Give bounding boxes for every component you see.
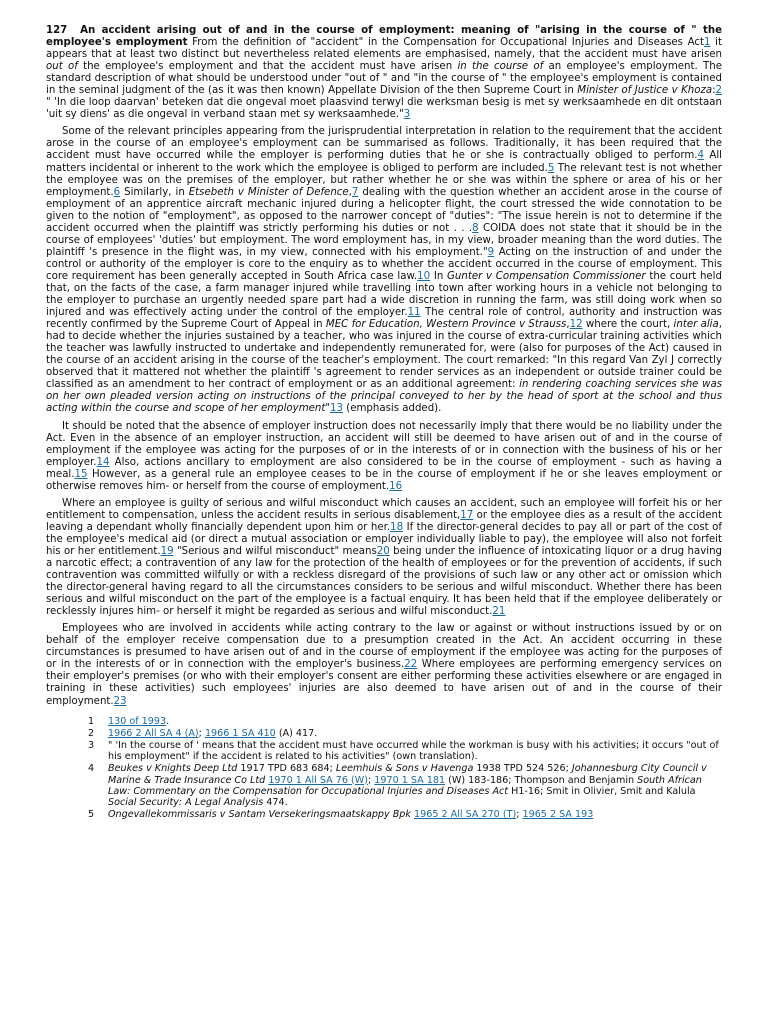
footnote-link[interactable]: 17 xyxy=(460,509,474,521)
italic-text: Social Security: A Legal Analysis xyxy=(108,797,264,808)
footnote-link[interactable]: 2 xyxy=(715,85,723,97)
footnote-link[interactable]: 7 xyxy=(351,186,359,198)
paragraph xyxy=(46,421,722,493)
italic-text: Leemhuis & Sons v Havenga xyxy=(335,763,474,775)
text-run: From the definition of "accident" in the Compensation for Occupational Injuries and Diseases Act xyxy=(187,37,705,49)
italic-text: Ongevallekommissaris v Santam Versekeringsmaatskappy Bpk xyxy=(108,809,411,821)
footnote-number: 3 xyxy=(88,739,95,751)
italic-text: Minister of Justice v Khoza xyxy=(577,85,713,97)
text-run: dealing with the question whether an accident arose in the course of employment of an apprentice aircraft mechanic injured during a helicopter flight, the court stressed the wide connotation to be given to the notion of "employment", as opposed to the narrower concept of "duties": "The issue herein is not to determine if the accident occurred when the plaintiff was strictly performing his duties or not . . . xyxy=(46,186,722,234)
text-run: Where employees are performing emergency services on their employer's premises (or who with their employer's consent are either performing these activities elsewhere or are engaged in training in these activities) such employees' injuries are also deemed to have arisen out of and in the course of their employment. xyxy=(46,659,722,707)
footnote-link[interactable]: 1 xyxy=(704,37,711,49)
footnote-list xyxy=(88,716,722,821)
text-run: " 'In die loop daarvan' beteken dat die ongeval moet plaasvind terwyl die werksman besig is met sy werksaamhede en dit ontstaan 'uit sy diens' as die ongeval in verband staan met sy werksaamhede." xyxy=(46,97,722,121)
text-run: 1917 TPD 683 684; xyxy=(237,763,336,775)
footnote-item xyxy=(88,740,722,762)
text-run: ; xyxy=(516,809,523,821)
italic-text: in the course of xyxy=(457,61,544,73)
footnote-link[interactable]: 23 xyxy=(113,695,127,707)
italic-text: Johannesburg City Council v Marine & Trade Insurance Co Ltd xyxy=(108,763,707,786)
paragraph xyxy=(46,25,722,121)
text-run: If the director-general decides to pay all or part of the cost of the employee's medical aid (or direct a mutual association or employer individually liable to pay), the employee will also not forfeit his or her entitlement. xyxy=(46,521,722,557)
document-page xyxy=(46,0,722,820)
text-run: : xyxy=(712,85,716,97)
italic-text: inter alia xyxy=(673,319,719,331)
citation-link[interactable]: 1965 2 SA 193 xyxy=(522,809,594,821)
text-run: COIDA does not state that it should be in the course of employees' 'duties' but employment. The word employment has, in my view, broader meaning than the word duties. The plaintiff 's presence in the flight was, in my view, connected with his employment." xyxy=(46,222,722,258)
footnote-link[interactable]: 5 xyxy=(547,162,555,174)
section-title: An accident arising out of and in the course of employment: meaning of "arising in the course of " the employee's employment xyxy=(46,25,722,49)
footnote-item xyxy=(88,809,722,820)
text-run: being under the influence of intoxicating liquor or a drug having a narcotic effect; a contravention of any law for the protection of the health of employees or for the prevention of accidents, if such contravention was committed wilfully or with a reckless disregard of the provisions of such law or any other act or omission which the director-general having regard to all the circumstances considers to be serious and wilful misconduct. Whether there has been serious and wilful misconduct on the part of the employee is a factual enquiry. It has been held that if the employee deliberately or recklessly injures him- or herself it might be regarded as serious and wilful misconduct. xyxy=(46,545,723,618)
text-run: 1938 TPD 524 526; xyxy=(473,763,572,775)
footnote-link[interactable]: 10 xyxy=(417,270,431,282)
italic-text: MEC for Education, Western Province v Strauss xyxy=(325,319,567,331)
footnote-link[interactable]: 13 xyxy=(330,403,343,415)
text-run: ; xyxy=(198,727,205,739)
text-run: where the court, xyxy=(582,319,674,331)
footnote-link[interactable]: 19 xyxy=(160,545,174,557)
citation-link[interactable]: 1966 2 All SA 4 (A) xyxy=(108,727,199,739)
italic-text: out of xyxy=(46,61,78,73)
text-run: Employees who are involved in accidents while acting contrary to the law or against or without instructions issued by or on behalf of the employer receive compensation due to a presumption created in the Act. An accident occurring in these circumstances is presumed to have arisen out of and in the course of employment if the employee was acting for the purposes of or in the interests of or in connection with the employer's business. xyxy=(46,623,722,671)
text-run: Also, actions ancillary to employment are also considered to be in the course of employment - such as having a meal. xyxy=(46,456,722,480)
footnote-link[interactable]: 12 xyxy=(569,319,583,331)
text-run: the court held that, on the facts of the case, a farm manager injured while travelling into town after working hours in a vehicle not belonging to the employer to purchase an urgently needed spare part had a wide discretion in running the farm, was still doing work when so injured and was effectively acting under the control of the employer. xyxy=(46,270,722,319)
text-run: or the employee dies as a result of the accident leaving a dependant wholly financially dependent upon him or her. xyxy=(46,509,722,533)
footnote-link[interactable]: 6 xyxy=(113,186,121,198)
footnote-item xyxy=(88,716,722,727)
citation-link[interactable]: 130 of 1993 xyxy=(108,715,167,727)
footnote-link[interactable]: 22 xyxy=(404,659,418,671)
text-run: The central role of control, authority and instruction was recently confirmed by the Supreme Court of Appeal in xyxy=(46,307,722,331)
text-run: It should be noted that the absence of employer instruction does not necessarily imply that there would be no liability under the Act. Even in the absence of an employer instruction, an accident will still be deemed to have arisen out of and in the course of employment if the employee was acting for the purposes of or in the interests of or in connection with the business of his or her employer. xyxy=(46,420,722,468)
paragraph xyxy=(46,498,722,618)
text-run: Some of the relevant principles appearing from the jurisprudential interpretation in relation to the requirement that the accident arose in the course of an employee's employment can be summarised as follows. Traditionally, it has been required that the accident must have occurred while the employer is performing duties that he or she is contractually obliged to perform. xyxy=(46,126,722,162)
text-run: In xyxy=(430,270,448,282)
text-run: . xyxy=(166,715,170,727)
text-run: (emphasis added). xyxy=(343,403,442,415)
footnote-link[interactable]: 18 xyxy=(390,521,404,533)
footnote-number: 5 xyxy=(88,809,95,821)
citation-link[interactable]: 1970 1 All SA 76 (W) xyxy=(268,774,368,786)
footnote-link[interactable]: 11 xyxy=(407,307,421,319)
text-run: , xyxy=(566,319,570,331)
text-run: (A) 417. xyxy=(275,727,318,739)
footnote-item xyxy=(88,728,722,739)
text-run: ; xyxy=(367,774,375,786)
footnote-number: 2 xyxy=(88,727,95,739)
text-run: Similarly, in xyxy=(120,186,189,198)
text-run: 474. xyxy=(263,797,288,808)
text-run: "Serious and wilful misconduct" means xyxy=(173,545,377,557)
citation-link[interactable]: 1965 2 All SA 270 (T) xyxy=(414,809,517,821)
footnote-link[interactable]: 20 xyxy=(376,545,390,557)
section-number: 127 xyxy=(46,25,68,36)
italic-text: South African Law: Commentary on the Compensation for Occupational Injuries and Diseases Act xyxy=(108,774,702,797)
footnote-link[interactable]: 15 xyxy=(74,468,88,480)
footnote-link[interactable]: 9 xyxy=(487,246,495,258)
text-run: " xyxy=(325,403,331,415)
footnote-link[interactable]: 3 xyxy=(403,109,411,121)
text-run: H1-16; Smit in Olivier, Smit and Kalula xyxy=(508,785,696,797)
text-run: Where an employee is guilty of serious and wilful misconduct which causes an accident, such an employee will forfeit his or her entitlement to compensation, unless the accident results in serious disablement, xyxy=(46,497,722,521)
footnote-link[interactable]: 8 xyxy=(472,222,479,234)
footnote-link[interactable]: 14 xyxy=(96,456,110,468)
footnote-item xyxy=(88,763,722,808)
citation-link[interactable]: 1966 1 SA 410 xyxy=(204,727,276,739)
text-run: All matters incidental or inherent to the work which the employee is obliged to perform are included. xyxy=(46,150,722,174)
paragraph xyxy=(46,623,722,707)
italic-text: in rendering coaching services she was on her own pleaded version acting on instructions of the principal conveyed to her by the head of sport at the school and thus acting within the course and scope of her employment xyxy=(46,379,722,415)
footnote-link[interactable]: 21 xyxy=(492,606,506,618)
text-run: it appears that at least two distinct but nevertheless related elements are emphasised, namely, that the accident must have arisen xyxy=(46,37,722,61)
text-run: Acting on the instruction of and under the control or authority of the employer is core to the enquiry as to whether the accident occurred in the course of employment. This core requirement has been generally accepted in South Africa case law. xyxy=(46,246,722,282)
citation-link[interactable]: 1970 1 SA 181 xyxy=(374,774,446,786)
footnote-number: 4 xyxy=(88,763,95,775)
italic-text: Etsebeth v Minister of Defence xyxy=(188,186,349,198)
footnote-number: 1 xyxy=(88,715,95,727)
footnote-link[interactable]: 16 xyxy=(389,480,403,492)
italic-text: Beukes v Knights Deep Ltd xyxy=(108,763,238,775)
text-run: (W) 183-186; Thompson and Benjamin xyxy=(445,774,638,786)
text-run: The relevant test is not whether the employee was on the premises of the employer, but rather whether he or she was within the sphere or area of his or her employment. xyxy=(46,162,722,198)
text-run: , xyxy=(348,186,352,198)
text-run: the employee's employment and that the accident must have arisen xyxy=(77,61,458,73)
text-run: , had to decide whether the injuries sustained by a teacher, who was injured in the course of extra-curricular training activities which the teacher was lawfully instructed to undertake and independently remunerated for, were (also for purposes of the Act) caused in the course of an accident arising in the course of the teacher's employment. The court remarked: "In this regard Van Zyl J correctly observed that it mattered not whether the plaintiff 's agreement to render services as an independent or outside trainer could be classified as an amendment to her contract of employment or as an additional agreement: xyxy=(46,319,722,391)
text-run: an employee's employment. The standard description of what should be understood under "out of " and "in the course of " the employee's employment is contained in the seminal judgment of the (as it was then known) Appellate Division of the then Supreme Court in xyxy=(46,61,722,97)
italic-text: Gunter v Compensation Commissioner xyxy=(447,270,646,282)
text-run: However, as a general rule an employee ceases to be in the course of employment if he or she leaves employment or otherwise removes him- or herself from the course of employment. xyxy=(46,468,722,492)
text-run: " 'In the course of ' means that the accident must have occurred while the workman is busy with his activities; it occurs "out of his employment" if the accident is related to his activities" (own translation). xyxy=(108,739,719,763)
footnote-link[interactable]: 4 xyxy=(697,150,704,162)
paragraph xyxy=(46,126,722,415)
